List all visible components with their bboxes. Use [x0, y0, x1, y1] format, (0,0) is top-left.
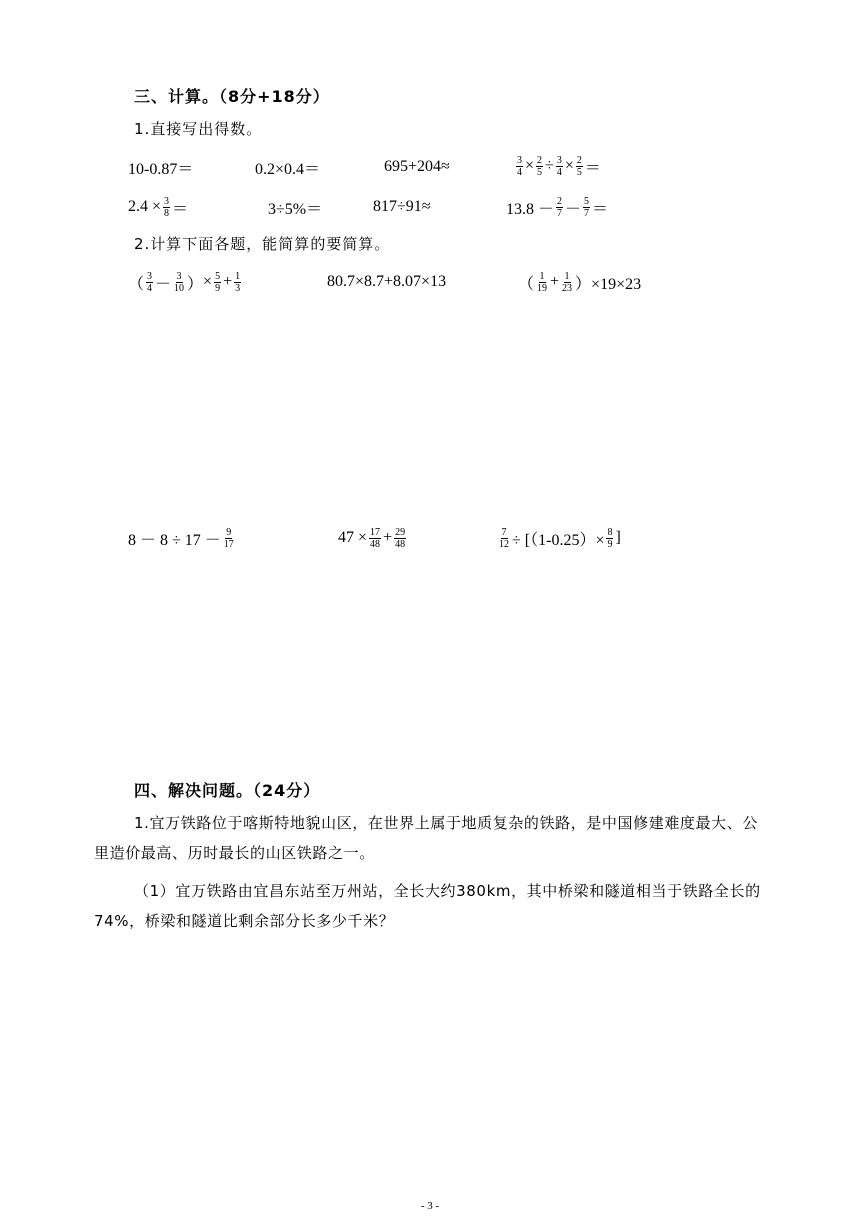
- operator: ×: [564, 157, 574, 174]
- fraction: $\frac{2}{5}$: [576, 154, 582, 178]
- fraction: $\frac{2}{5}$: [537, 154, 543, 178]
- expr-2-2: 3÷5%＝: [268, 200, 323, 218]
- operator: －: [565, 200, 582, 218]
- expr-text: 47 ×: [338, 529, 368, 546]
- expr-3-1: [128, 266, 243, 298]
- expr-1-3: 695+204≈: [384, 158, 450, 175]
- operator: ×: [203, 273, 213, 290]
- paren: （: [128, 275, 145, 293]
- expr-3-2: 80.7×8.7+8.07×13: [327, 273, 447, 290]
- fraction: $\frac{8}{9}$: [607, 526, 613, 550]
- expr-text: ÷ [（1-0.25）×: [512, 531, 605, 549]
- expr-1-4: [514, 151, 601, 181]
- fraction: $\frac{3}{10}$: [174, 270, 185, 294]
- expr-3-3: [518, 266, 641, 298]
- question-1-instruction: 1.直接写出得数。: [134, 120, 263, 138]
- operator: ÷: [545, 157, 554, 174]
- fraction: $\frac{5}{9}$: [215, 270, 221, 294]
- fraction: $\frac{5}{7}$: [584, 195, 590, 219]
- bracket: ]: [615, 529, 621, 546]
- problem-1-question: （1）宜万铁路由宜昌东站至万州站，全长大约380km，其中桥梁和隧道相当于铁路全长的74%，桥梁和隧道比剩余部分长多少千米？: [94, 882, 761, 930]
- question-2-instruction: 2.计算下面各题，能简算的要简算。: [134, 235, 391, 253]
- expr-4-1: [128, 522, 237, 554]
- page-number: - 3 -: [420, 1200, 440, 1212]
- operator: ×: [525, 157, 535, 174]
- expr-text: 8 － 8 ÷ 17 －: [128, 531, 221, 549]
- expr-2-4: [506, 192, 608, 222]
- fraction: $\frac{3}{4}$: [556, 154, 562, 178]
- expr-text: ）×19×23: [575, 275, 642, 293]
- fraction: $\frac{2}{7}$: [557, 195, 563, 219]
- fraction: $\frac{29}{48}$: [395, 526, 406, 550]
- fraction: $\frac{9}{17}$: [223, 526, 234, 550]
- expr-1-1: 10-0.87＝: [128, 160, 194, 178]
- expr-4-2: [338, 522, 408, 554]
- equals-sign: ＝: [584, 159, 601, 177]
- expr-4-3: [496, 522, 621, 554]
- paren: ）: [187, 275, 204, 293]
- fraction: $\frac{1}{23}$: [562, 270, 573, 294]
- expr-1-2: 0.2×0.4＝: [255, 160, 321, 178]
- paren: （: [518, 275, 535, 293]
- section-3-title: 三、计算。（8分+18分）: [134, 87, 330, 106]
- fraction: $\frac{3}{8}$: [164, 195, 170, 219]
- expr-text: 2.4 ×: [128, 198, 162, 215]
- equals-sign: ＝: [172, 200, 189, 218]
- fraction: $\frac{1}{19}$: [537, 270, 548, 294]
- operator: －: [155, 275, 172, 293]
- fraction: $\frac{17}{48}$: [370, 526, 381, 550]
- problem-intro-paragraph: 1.宜万铁路位于喀斯特地貌山区，在世界上属于地质复杂的铁路，是中国修建难度最大、公里造价最高、历时最长的山区铁路之一。: [94, 814, 758, 862]
- operator: +: [223, 273, 233, 290]
- fraction: $\frac{7}{12}$: [499, 526, 509, 550]
- operator: +: [550, 273, 560, 290]
- expr-text: 13.8 －: [506, 200, 555, 218]
- equals-sign: ＝: [592, 200, 609, 218]
- fraction: $\frac{3}{4}$: [147, 270, 153, 294]
- expr-2-3: 817÷91≈: [373, 198, 431, 215]
- fraction: $\frac{1}{3}$: [235, 270, 241, 294]
- section-4-title: 四、解决问题。（24分）: [134, 781, 321, 800]
- operator: +: [383, 529, 393, 546]
- expr-2-1: [128, 192, 188, 222]
- fraction: $\frac{3}{4}$: [517, 154, 522, 178]
